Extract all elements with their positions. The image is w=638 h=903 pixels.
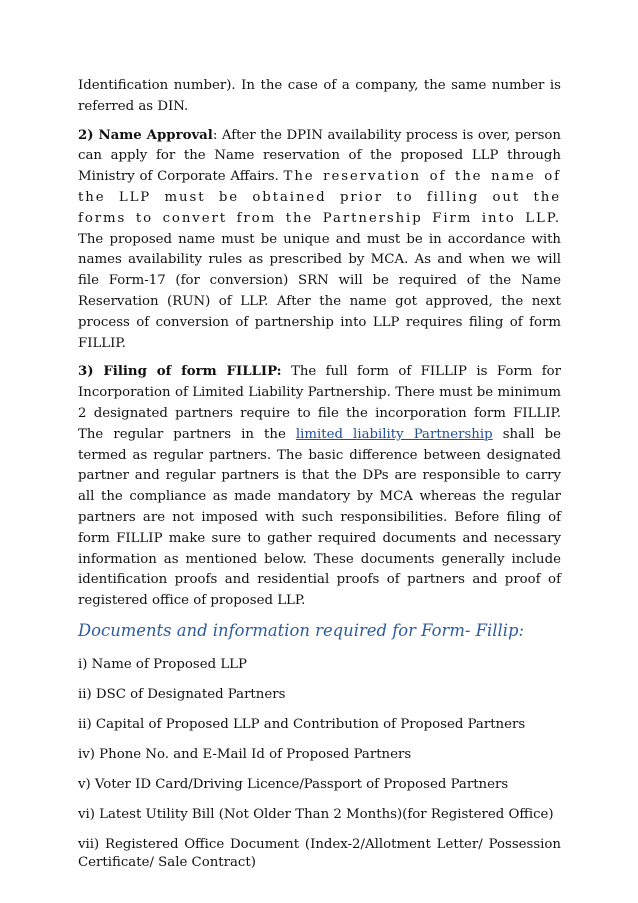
filing-heading: 3) Filing of form FILLIP: (78, 364, 282, 380)
filing-text-b: shall be termed as regular partners. The basic difference between designated partner and regular partners is that the DPs are responsible to carry all the compliance as made mandatory by MCA whereas the regular partners are not imposed with such responsibilities. Before filing of form FILLIP make sure to gather required documents and necessary information as mentioned below. These documents generally include identification proofs and residential proofs of partners and proof of registered office of proposed LLP. (78, 426, 561, 609)
list-item: v) Voter ID Card/Driving Licence/Passport of Proposed Partners (78, 776, 509, 792)
name-approval-paragraph (78, 126, 561, 355)
name-approval-text-a: : After the DPIN availability process is over, person can apply for the Name reservation of the proposed LLP through Ministry of Corporate Affairs. (78, 127, 561, 185)
list-item: i) Name of Proposed LLP (78, 656, 247, 672)
filing-paragraph (78, 362, 561, 612)
list-item: vi) Latest Utility Bill (Not Older Than 2 Months)(for Registered Office) (78, 806, 554, 822)
documents-heading: Documents and information required for Form- Fillip: (78, 620, 524, 640)
list-item: ii) Capital of Proposed LLP and Contribution of Proposed Partners (78, 716, 526, 732)
list-item: vii) Registered Office Document (Index-2/Allotment Letter/ Possession Certificate/ Sale Contract) (78, 836, 561, 870)
name-approval-text-spaced: The reservation of the name of the LLP must be obtained prior to filling out the forms to convert from the Partnership Firm into LLP. (78, 169, 561, 226)
name-approval-text-b: The proposed name must be unique and must be in accordance with names availability rules as prescribed by MCA. As and when we will file Form-17 (for conversion) SRN will be required of the Name Reservation (RUN) of LLP. After the name got approved, the next process of conversion of partnership into LLP requires filing of form FILLIP. (78, 231, 561, 351)
llp-link[interactable]: limited liability Partnership (295, 426, 493, 442)
name-approval-heading: 2) Name Approval (78, 127, 213, 143)
filing-text-a: The full form of FILLIP is Form for Incorporation of Limited Liability Partnership. There must be minimum 2 designated partners require to file the incorporation form FILLIP. The regular partners in the (78, 364, 561, 442)
intro-paragraph: Identification number). In the case of a company, the same number is referred as DIN. (78, 78, 561, 114)
list-item: ii) DSC of Designated Partners (78, 686, 286, 702)
list-item: iv) Phone No. and E-Mail Id of Proposed Partners (78, 746, 412, 762)
documents-list (78, 656, 561, 872)
